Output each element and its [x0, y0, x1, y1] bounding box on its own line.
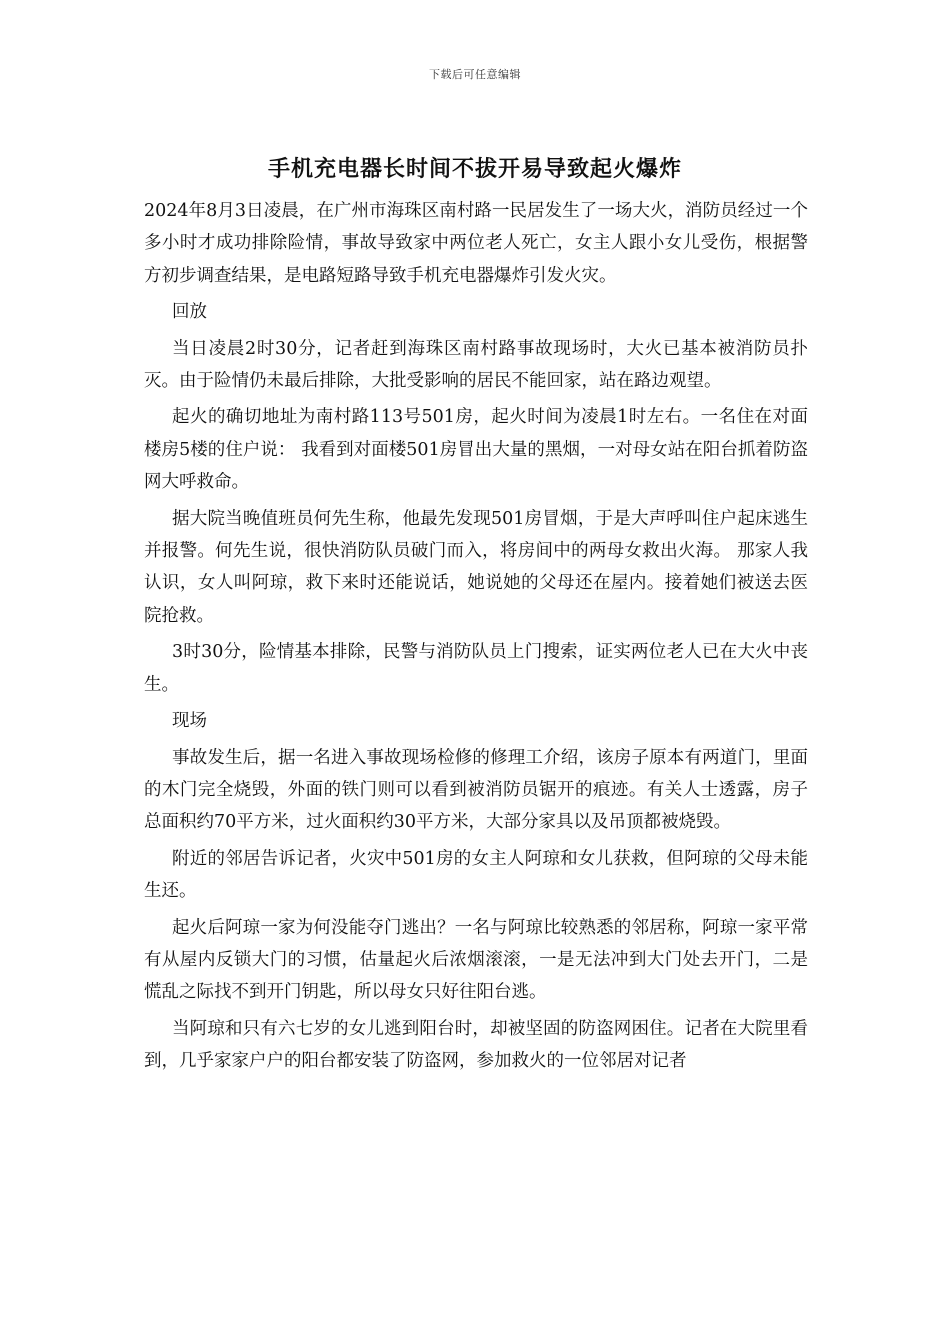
article-title: 手机充电器长时间不拔开易导致起火爆炸 — [267, 157, 682, 182]
paragraph: 3时30分，险情基本排除，民警与消防队员上门搜索，证实两位老人已在大火中丧生。 — [144, 642, 808, 695]
paragraph: 事故发生后，据一名进入事故现场检修的修理工介绍，该房子原本有两道门，里面的木门完全烧毁，外面的铁门则可以看到被消防员锯开的痕迹。有关人士透露，房子总面积约70平方米，过火面积约30平方米，大部分家具以及吊顶都被烧毁。 — [144, 747, 808, 833]
paragraph: 起火后阿琼一家为何没能夺门逃出？一名与阿琼比较熟悉的邻居称，阿琼一家平常有从屋内反锁大门的习惯，估量起火后浓烟滚滚，一是无法冲到大门处去开门，二是慌乱之际找不到开门钥匙，所以母女只好往阳台逃。 — [144, 917, 808, 1003]
section-heading: 回放 — [172, 302, 207, 323]
section-heading: 现场 — [172, 711, 207, 732]
header-note: 下载后可任意编辑 — [429, 68, 521, 81]
paragraph: 附近的邻居告诉记者，火灾中501房的女主人阿琼和女儿获救，但阿琼的父母未能生还。 — [144, 848, 808, 902]
paragraph: 当日凌晨2时30分，记者赶到海珠区南村路事故现场时，大火已基本被消防员扑灭。由于险情仍未最后排除，大批受影响的居民不能回家，站在路边观望。 — [144, 338, 808, 392]
paragraph: 据大院当晚值班员何先生称，他最先发现501房冒烟，于是大声呼叫住户起床逃生并报警。何先生说，很快消防队员破门而入，将房间中的两母女救出火海。 那家人我认识，女人叫阿琼，救下来时还能说话，她说她的父母还在屋内。接着她们被送去医院抢救。 — [144, 508, 808, 626]
article-body — [144, 195, 808, 1082]
paragraph: 起火的确切地址为南村路113号501房，起火时间为凌晨1时左右。一名住在对面楼房5楼的住户说： 我看到对面楼501房冒出大量的黑烟，一对母女站在阳台抓着防盗网大呼救命。 — [144, 407, 808, 493]
paragraph: 当阿琼和只有六七岁的女儿逃到阳台时，却被坚固的防盗网困住。记者在大院里看到，几乎家家户户的阳台都安装了防盗网，参加救火的一位邻居对记者 — [144, 1018, 808, 1072]
paragraph: 2024年8月3日凌晨，在广州市海珠区南村路一民居发生了一场大火，消防员经过一个多小时才成功排除险情，事故导致家中两位老人死亡，女主人跟小女儿受伤，根据警方初步调查结果，是电路短路导致手机充电器爆炸引发火灾。 — [144, 201, 808, 286]
